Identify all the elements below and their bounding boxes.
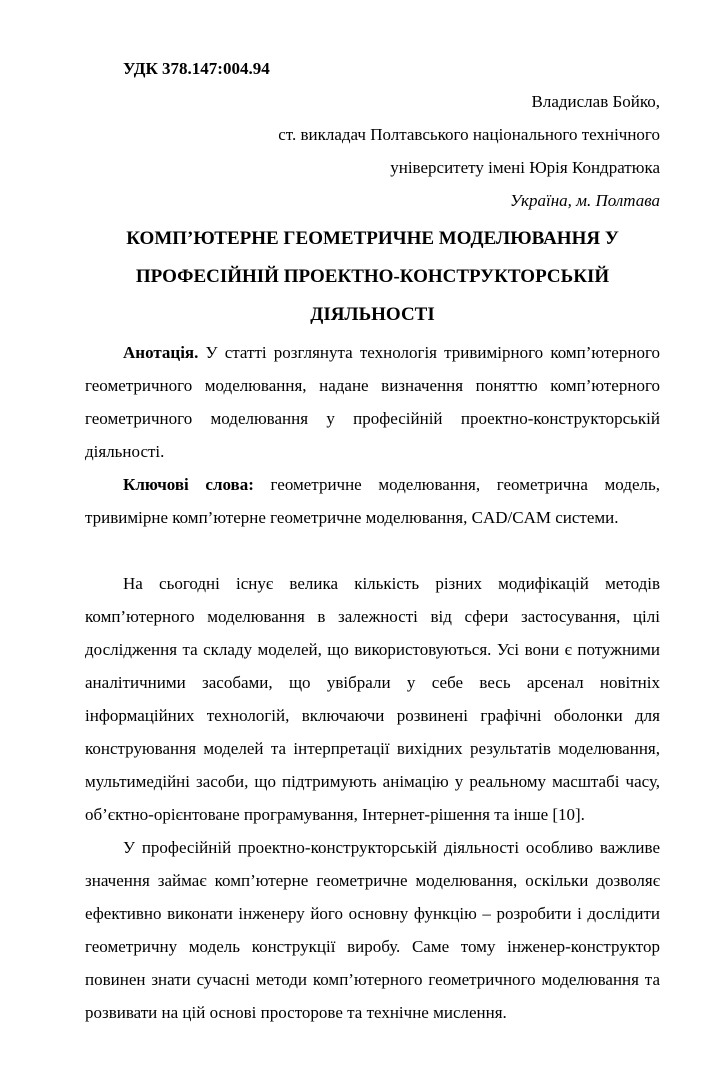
udc-code: УДК 378.147:004.94 — [123, 59, 270, 78]
author-block — [85, 85, 660, 217]
abstract-text: У статті розглянута технологія тривимірного комп’ютерного геометричного моделювання, надане визначення поняттю комп’ютерного геометричного моделювання у професійній проектно-конструкторській діяльності. — [85, 343, 661, 461]
abstract-label: Анотація. — [123, 343, 199, 362]
author-name: Владислав Бойко, — [531, 92, 660, 111]
keywords-text: геометричне моделювання, геометрична модель, тривимірне комп’ютерне геометричне моделювання, CAD/CAM системи. — [85, 475, 660, 527]
body-paragraph-2: У професійній проектно-конструкторській діяльності особливо важливе значення займає комп’ютерне геометричне моделювання, оскільки дозволяє ефективно виконати інженеру його основну функцію – розробити і дослідити геометричну модель конструкції виробу. Саме тому інженер-конструктор повинен знати сучасні методи комп’ютерного геометричного моделювання та розвивати на цій основі просторове та технічне мислення. — [85, 838, 660, 1022]
paper-title: КОМП’ЮТЕРНЕ ГЕОМЕТРИЧНЕ МОДЕЛЮВАННЯ У ПРОФЕСІЙНІЙ ПРОЕКТНО-КОНСТРУКТОРСЬКІЙ ДІЯЛЬНОСТІ — [126, 228, 619, 325]
author-position-line1: ст. викладач Полтавського національного технічного — [278, 125, 660, 144]
keywords-label: Ключові слова: — [123, 475, 254, 494]
author-location: Україна, м. Полтава — [510, 191, 660, 210]
abstract-paragraph — [85, 336, 660, 468]
author-position-line2: університету імені Юрія Кондратюка — [390, 158, 660, 177]
body-paragraph-1: На сьогодні існує велика кількість різних модифікацій методів комп’ютерного моделювання в залежності від сфери застосування, цілі дослідження та складу моделей, що використовуються. Усі вони є потужними аналітичними засобами, що увібрали у себе весь арсенал новітніх інформаційних технологій, включаючи розвинені графічні оболонки для конструювання моделей та інтерпретації вихідних результатів моделювання, мультимедійні засоби, що підтримують анімацію у реальному масштабі часу, об’єктно-орієнтоване програмування, Інтернет-рішення та інше [10]. — [85, 574, 660, 824]
keywords-paragraph — [85, 468, 660, 534]
